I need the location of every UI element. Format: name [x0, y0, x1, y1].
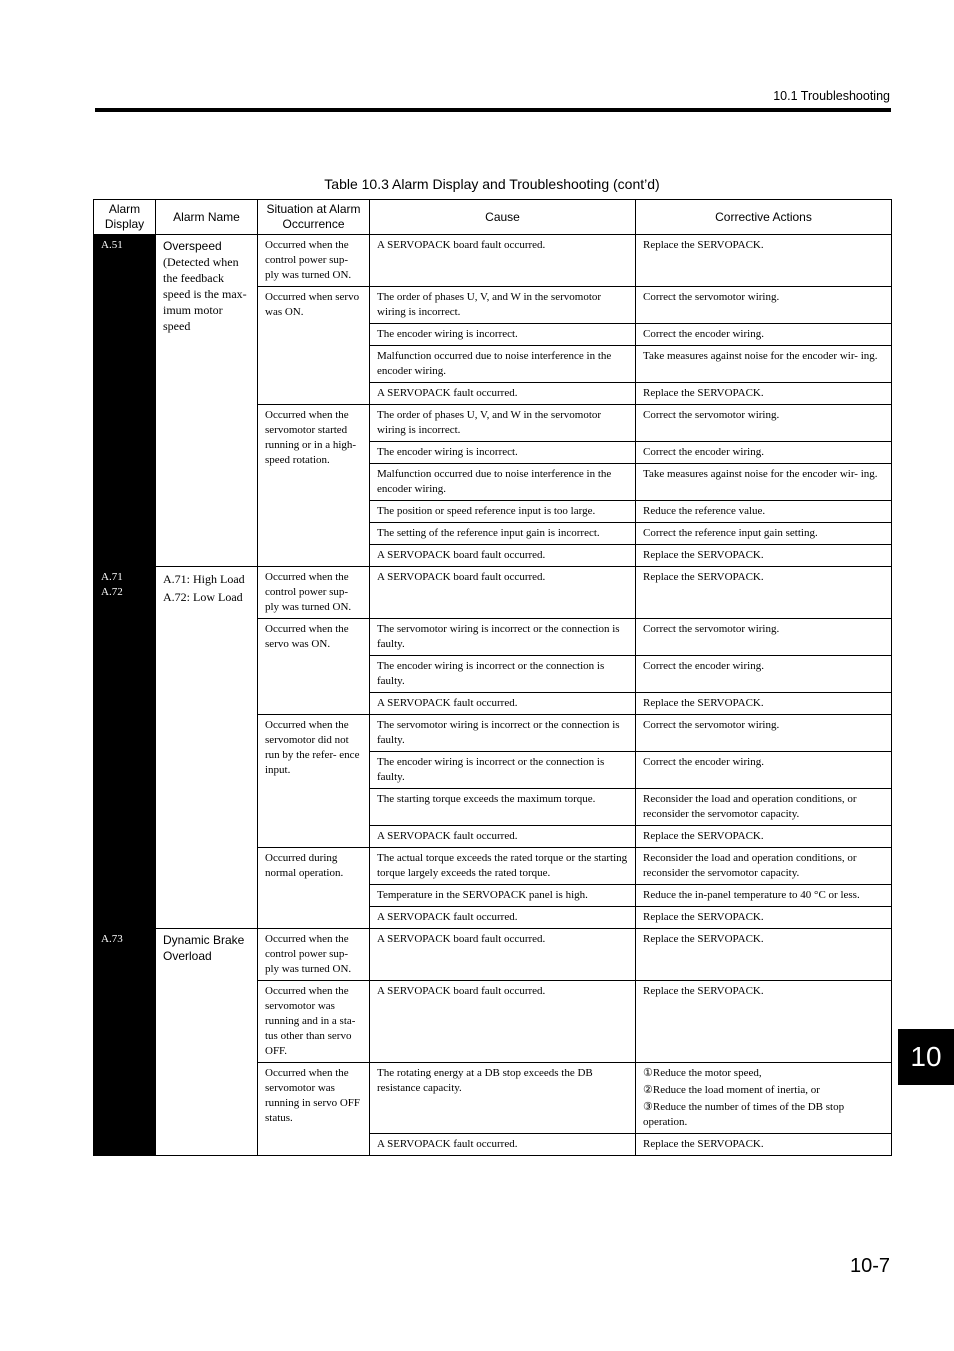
cause-cell: The encoder wiring is incorrect. — [370, 442, 636, 464]
situation-cell: Occurred when the control power sup- ply was turned ON. — [258, 235, 370, 287]
action-cell: Reconsider the load and operation conditions, or reconsider the servomotor capacity. — [636, 789, 892, 826]
cause-cell: The servomotor wiring is incorrect or the connection is faulty. — [370, 619, 636, 656]
cause-cell: A SERVOPACK board fault occurred. — [370, 981, 636, 1063]
situation-cell: Occurred when servo was ON. — [258, 287, 370, 405]
action-cell: Correct the encoder wiring. — [636, 656, 892, 693]
action-cell: Reduce the in-panel temperature to 40 °C or less. — [636, 885, 892, 907]
action-cell: Correct the servomotor wiring. — [636, 715, 892, 752]
alarm-code-a73: A.73 — [94, 929, 156, 1156]
action-cell: Correct the servomotor wiring. — [636, 287, 892, 324]
col-alarm-name: Alarm Name — [156, 200, 258, 235]
cause-cell: The actual torque exceeds the rated torque or the starting torque largely exceeds the rated torque. — [370, 848, 636, 885]
action-cell: Replace the SERVOPACK. — [636, 235, 892, 287]
cause-cell: A SERVOPACK fault occurred. — [370, 383, 636, 405]
cause-cell: A SERVOPACK fault occurred. — [370, 693, 636, 715]
action-cell: Replace the SERVOPACK. — [636, 383, 892, 405]
chapter-tab: 10 — [898, 1029, 954, 1085]
col-corrective-actions: Corrective Actions — [636, 200, 892, 235]
col-alarm-display: Alarm Display — [94, 200, 156, 235]
table-header-row — [94, 200, 892, 235]
cause-cell: A SERVOPACK board fault occurred. — [370, 545, 636, 567]
cause-cell: The servomotor wiring is incorrect or the connection is faulty. — [370, 715, 636, 752]
cause-cell: The encoder wiring is incorrect or the connection is faulty. — [370, 752, 636, 789]
situation-cell: Occurred when the control power sup- ply was turned ON. — [258, 929, 370, 981]
cause-cell: A SERVOPACK fault occurred. — [370, 826, 636, 848]
action-cell: Replace the SERVOPACK. — [636, 929, 892, 981]
action-cell: Reconsider the load and operation conditions, or reconsider the servomotor capacity. — [636, 848, 892, 885]
cause-cell: The rotating energy at a DB stop exceeds the DB resistance capacity. — [370, 1063, 636, 1134]
action-cell: Correct the servomotor wiring. — [636, 405, 892, 442]
situation-cell: Occurred when the servomotor did not run by the refer- ence input. — [258, 715, 370, 848]
cause-cell: The setting of the reference input gain is incorrect. — [370, 523, 636, 545]
cause-cell: A SERVOPACK fault occurred. — [370, 1134, 636, 1156]
col-situation: Situation at Alarm Occurrence — [258, 200, 370, 235]
action-cell: Replace the SERVOPACK. — [636, 981, 892, 1063]
table-caption: Table 10.3 Alarm Display and Troubleshooting (cont’d) — [324, 176, 660, 192]
action-cell: Correct the encoder wiring. — [636, 752, 892, 789]
action-cell: Replace the SERVOPACK. — [636, 907, 892, 929]
alarm-name-a71-a72: A.71: High Load A.72: Low Load — [156, 567, 258, 929]
table-row — [94, 929, 892, 981]
cause-cell: The encoder wiring is incorrect. — [370, 324, 636, 346]
action-cell: Replace the SERVOPACK. — [636, 1134, 892, 1156]
cause-cell: Malfunction occurred due to noise interference in the encoder wiring. — [370, 346, 636, 383]
table-row — [94, 235, 892, 287]
cause-cell: The order of phases U, V, and W in the servomotor wiring is incorrect. — [370, 287, 636, 324]
cause-cell: The encoder wiring is incorrect or the connection is faulty. — [370, 656, 636, 693]
page-number: 10-7 — [849, 1255, 890, 1277]
header-rule — [95, 108, 891, 112]
action-cell: Correct the encoder wiring. — [636, 324, 892, 346]
cause-cell: Temperature in the SERVOPACK panel is high. — [370, 885, 636, 907]
situation-cell: Occurred during normal operation. — [258, 848, 370, 929]
action-cell: Reduce the reference value. — [636, 501, 892, 523]
action-cell: Correct the encoder wiring. — [636, 442, 892, 464]
action-cell: Replace the SERVOPACK. — [636, 826, 892, 848]
cause-cell: Malfunction occurred due to noise interference in the encoder wiring. — [370, 464, 636, 501]
alarm-table — [93, 199, 892, 1156]
table-row — [94, 567, 892, 619]
situation-cell: Occurred when the servomotor started running or in a high-speed rotation. — [258, 405, 370, 567]
alarm-name-a73: Dynamic Brake Overload — [156, 929, 258, 1156]
action-cell: Correct the servomotor wiring. — [636, 619, 892, 656]
action-cell: Replace the SERVOPACK. — [636, 693, 892, 715]
action-cell: Correct the reference input gain setting. — [636, 523, 892, 545]
situation-cell: Occurred when the servo was ON. — [258, 619, 370, 715]
situation-cell: Occurred when the servomotor was running in servo OFF status. — [258, 1063, 370, 1156]
action-cell: Replace the SERVOPACK. — [636, 545, 892, 567]
action-cell: Take measures against noise for the encoder wir- ing. — [636, 464, 892, 501]
action-cell: Take measures against noise for the encoder wir- ing. — [636, 346, 892, 383]
alarm-code-a51: A.51 — [94, 235, 156, 567]
situation-cell: Occurred when the control power sup- ply was turned ON. — [258, 567, 370, 619]
cause-cell: The order of phases U, V, and W in the servomotor wiring is incorrect. — [370, 405, 636, 442]
running-header: 10.1 Troubleshooting — [773, 89, 890, 103]
alarm-name-a51: Overspeed (Detected when the feedback speed is the max- imum motor speed — [156, 235, 258, 567]
cause-cell: A SERVOPACK board fault occurred. — [370, 929, 636, 981]
action-cell: Replace the SERVOPACK. — [636, 567, 892, 619]
col-cause: Cause — [370, 200, 636, 235]
cause-cell: A SERVOPACK board fault occurred. — [370, 235, 636, 287]
cause-cell: The starting torque exceeds the maximum torque. — [370, 789, 636, 826]
situation-cell: Occurred when the servomotor was running and in a sta- tus other than servo OFF. — [258, 981, 370, 1063]
alarm-code-a71-a72: A.71 A.72 — [94, 567, 156, 929]
cause-cell: The position or speed reference input is too large. — [370, 501, 636, 523]
cause-cell: A SERVOPACK fault occurred. — [370, 907, 636, 929]
action-cell: ①Reduce the motor speed, ②Reduce the load moment of inertia, or ③Reduce the number of times of the DB stop operation. — [636, 1063, 892, 1134]
cause-cell: A SERVOPACK board fault occurred. — [370, 567, 636, 619]
